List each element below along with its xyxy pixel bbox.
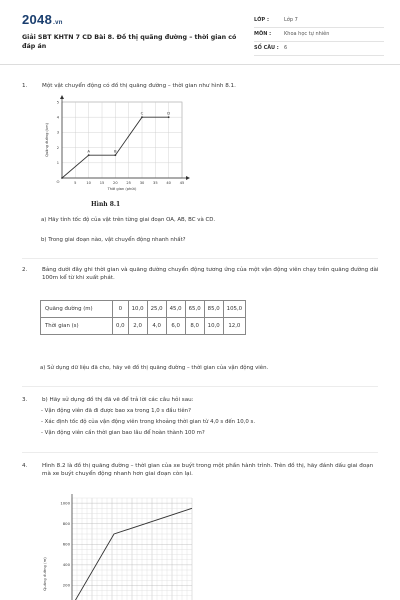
- y-tick-label: 1: [56, 161, 59, 166]
- question-text: Hình 8.2 là đồ thị quãng đường – thời gian của xe buýt trong một phần hành trình. Trên đồ thị, hãy đánh dấu giai đoạn mà xe buýt chuyển động nhanh hơn giai đoạn còn lại.: [42, 463, 374, 477]
- x-axis-title: Thời gian (phút): [107, 187, 137, 191]
- table-row: [41, 318, 246, 335]
- x-tick-label: 5: [74, 181, 77, 185]
- meta-key: LỚP :: [254, 17, 269, 23]
- x-tick-label: 30: [139, 181, 145, 185]
- x-tick-label: 10: [86, 181, 91, 185]
- question-3-item: - Vận động viên cần thời gian bao lâu để hoàn thành 100 m?: [41, 430, 205, 436]
- meta-key: MÔN :: [254, 31, 272, 37]
- point-label: D: [167, 110, 171, 116]
- chart-hinh-8-1: [40, 92, 190, 202]
- data-point: [114, 154, 116, 156]
- point-label: A: [87, 148, 90, 154]
- document-title: Giải SBT KHTN 7 CD Bài 8. Đồ thị quãng đường – thời gian có đáp án: [22, 34, 237, 50]
- data-point: [168, 116, 170, 118]
- table-cell: 2,0: [128, 318, 147, 335]
- meta-value: Khoa học tự nhiên: [284, 31, 330, 37]
- x-tick-label: 45: [179, 181, 185, 185]
- y-tick-label: 4: [56, 115, 59, 120]
- question-number: 3.: [22, 397, 28, 403]
- x-tick-label: 25: [126, 181, 131, 185]
- table-row-header: Thời gian (s): [41, 318, 113, 335]
- figure-caption: Hình 8.1: [91, 201, 121, 208]
- x-tick-label: 20: [113, 181, 118, 185]
- table-cell: 6,0: [166, 318, 185, 335]
- meta-info: [254, 14, 384, 56]
- data-table: [40, 300, 246, 335]
- x-axis-arrow: [186, 176, 190, 180]
- question-1a: a) Hãy tính tốc độ của vật trên từng giai đoạn OA, AB, BC và CD.: [41, 217, 216, 223]
- table-cell: 0,0: [113, 318, 129, 335]
- y-axis-arrow: [60, 95, 64, 99]
- table-cell: 65,0: [185, 301, 204, 318]
- data-point: [88, 154, 90, 156]
- table-cell: 10,0: [204, 318, 223, 335]
- document-header: [0, 0, 400, 65]
- data-point: [141, 116, 143, 118]
- table-cell: 25,0: [147, 301, 166, 318]
- table-row-header: Quãng đường (m): [41, 301, 113, 318]
- divider: [22, 452, 378, 453]
- meta-row-count: [254, 42, 384, 56]
- divider: [22, 258, 378, 259]
- divider: [22, 386, 378, 387]
- question-text: Bảng dưới đây ghi thời gian và quãng đường chuyển động tương ứng của một vận động viên chạy trên quãng đường dài 100m kể từ khi xuất phát.: [42, 267, 379, 281]
- y-tick-label: 400: [62, 562, 70, 568]
- point-label: O: [56, 179, 60, 184]
- y-tick-label: 5: [56, 100, 59, 105]
- point-label: C: [140, 110, 144, 116]
- meta-row-subject: [254, 28, 384, 42]
- question-text: b) Hãy sử dụng đồ thị đã vẽ để trả lời các câu hỏi sau:: [42, 397, 194, 403]
- meta-value: Lớp 7: [284, 17, 298, 23]
- question-2a: a) Sử dụng dữ liệu đã cho, hãy vẽ đồ thị quãng đường – thời gian của vận động viên.: [40, 365, 269, 371]
- meta-value: 6: [284, 45, 288, 51]
- x-tick-label: 40: [166, 181, 171, 185]
- meta-row-class: [254, 14, 384, 28]
- table-cell: 45,0: [166, 301, 185, 318]
- question-text: Một vật chuyển động có đồ thị quãng đường – thời gian như hình 8.1.: [42, 83, 236, 89]
- question-3-item: - Vận động viên đã đi được bao xa trong 1,0 s đầu tiên?: [41, 408, 191, 414]
- question-3-item: - Xác định tốc độ của vận động viên trong khoảng thời gian từ 4,0 s đến 10,0 s.: [41, 419, 256, 425]
- y-tick-label: 2: [56, 145, 59, 150]
- table-cell: 8,0: [185, 318, 204, 335]
- question-number: 2.: [22, 267, 28, 273]
- table-cell: 12,0: [223, 318, 245, 335]
- logo-suffix: .vn: [53, 20, 63, 26]
- y-tick-label: 1000: [60, 500, 70, 506]
- question-number: 4.: [22, 463, 28, 469]
- chart-hinh-8-2: [38, 492, 198, 600]
- y-tick-label: 3: [56, 130, 59, 135]
- table-row: [41, 301, 246, 318]
- x-tick-label: 35: [153, 181, 158, 185]
- y-axis-title: Quãng đường (m): [42, 557, 47, 591]
- question-1b: b) Trong giai đoạn nào, vật chuyển động nhanh nhất?: [41, 237, 186, 243]
- plot-area: [62, 102, 182, 178]
- x-tick-label: 15: [99, 181, 105, 185]
- data-point: [61, 177, 63, 179]
- site-logo[interactable]: [22, 12, 63, 27]
- table-cell: 105,0: [223, 301, 245, 318]
- y-axis-title: Quãng đường (km): [45, 123, 49, 157]
- table-cell: 0: [113, 301, 129, 318]
- logo-text: 2048: [22, 12, 53, 27]
- y-tick-label: 200: [62, 582, 70, 588]
- meta-key: SỐ CÂU :: [254, 45, 279, 51]
- question-number: 1.: [22, 83, 28, 89]
- table-cell: 85,0: [204, 301, 223, 318]
- y-tick-label: 800: [62, 521, 70, 527]
- table-cell: 4,0: [147, 318, 166, 335]
- y-tick-label: 600: [62, 541, 70, 547]
- table-cell: 10,0: [128, 301, 147, 318]
- point-label: B: [114, 148, 117, 154]
